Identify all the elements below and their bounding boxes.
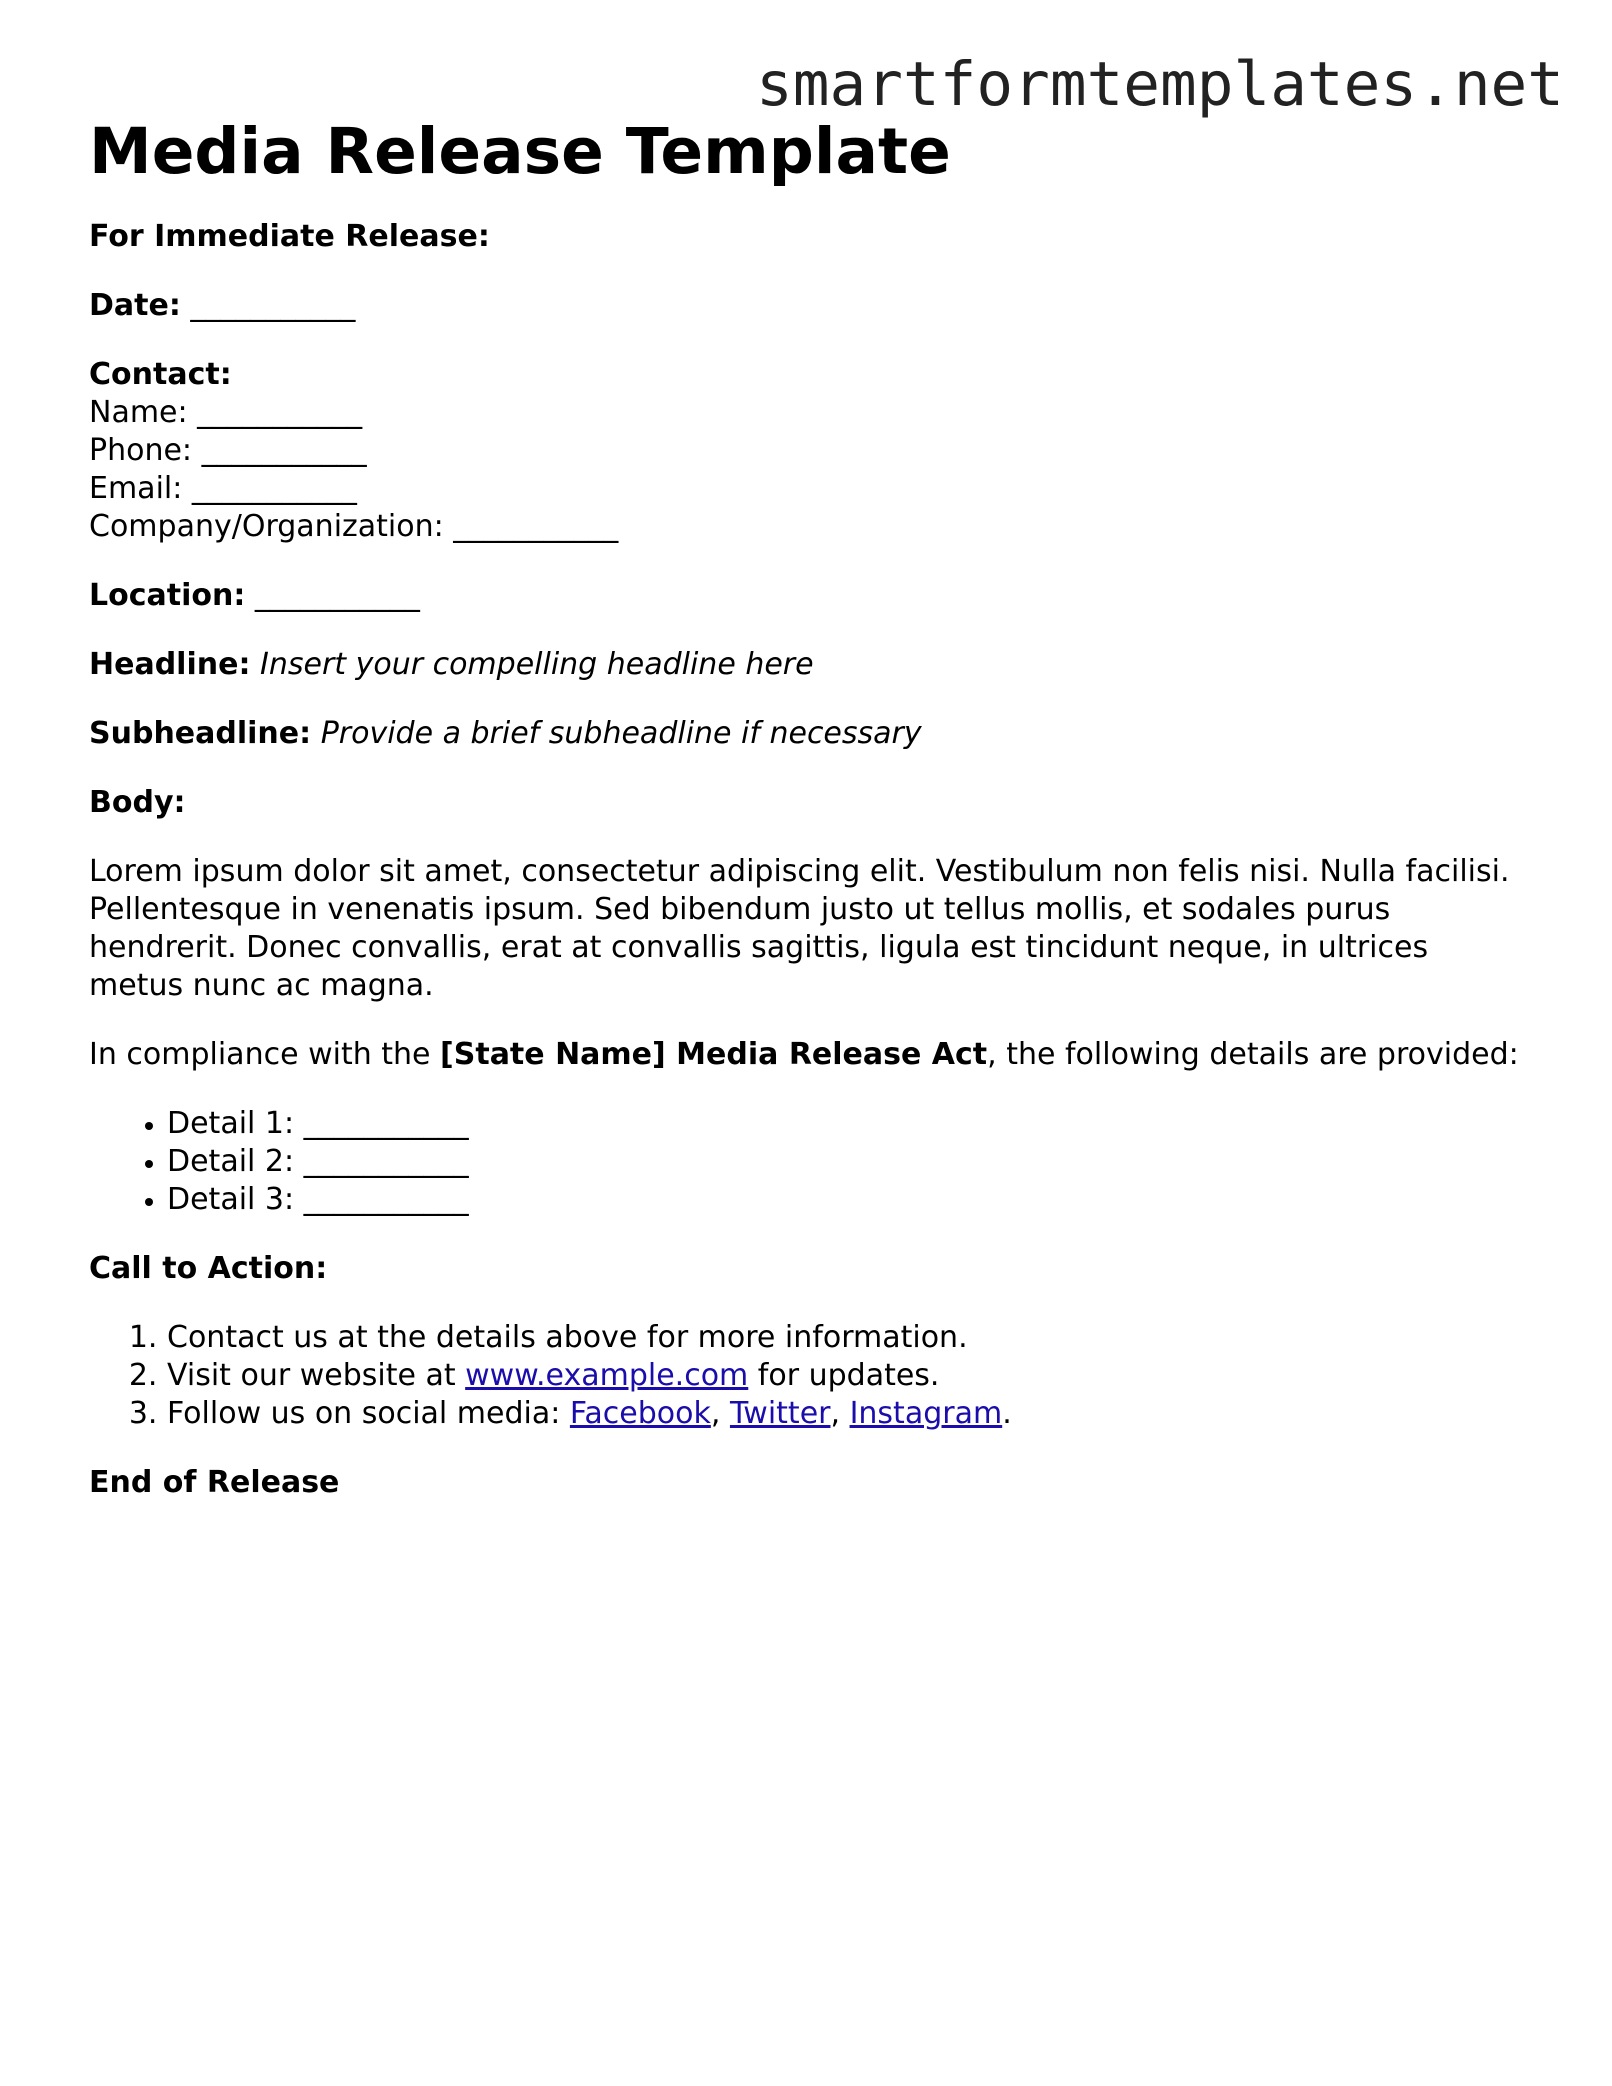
location-label: Location:: [89, 578, 246, 613]
list-item: [167, 1395, 1529, 1433]
contact-company-blank[interactable]: ___________: [453, 509, 619, 544]
contact-phone-label: Phone:: [89, 433, 193, 468]
website-link[interactable]: www.example.com: [465, 1358, 749, 1393]
subheadline-label: Subheadline:: [89, 716, 312, 751]
detail-1-blank[interactable]: ___________: [303, 1106, 469, 1141]
immediate-release-label: For Immediate Release:: [89, 219, 490, 254]
contact-section: [89, 356, 1529, 546]
compliance-suffix: , the following details are provided:: [987, 1037, 1519, 1072]
contact-name-line: [89, 394, 1529, 432]
list-item: [167, 1357, 1529, 1395]
compliance-paragraph: [89, 1036, 1529, 1074]
document: [89, 112, 1529, 1502]
contact-email-label: Email:: [89, 471, 183, 506]
headline-label: Headline:: [89, 647, 251, 682]
detail-3-blank[interactable]: ___________: [303, 1182, 469, 1217]
call-to-action-list: [89, 1319, 1529, 1433]
date-blank[interactable]: ___________: [190, 288, 356, 323]
detail-2-blank[interactable]: ___________: [303, 1144, 469, 1179]
details-list: [89, 1105, 1529, 1219]
compliance-act: [State Name] Media Release Act: [440, 1037, 988, 1072]
end-of-release: End of Release: [89, 1465, 340, 1500]
contact-heading: Contact:: [89, 357, 232, 392]
detail-2-label: Detail 2:: [167, 1144, 295, 1179]
date-line: [89, 287, 1529, 325]
contact-email-line: [89, 470, 1529, 508]
social-suffix: .: [1002, 1396, 1012, 1431]
detail-3-label: Detail 3:: [167, 1182, 295, 1217]
contact-name-blank[interactable]: ___________: [197, 395, 363, 430]
date-label: Date:: [89, 288, 181, 323]
social-separator: ,: [830, 1396, 850, 1431]
instagram-link[interactable]: Instagram: [849, 1396, 1003, 1431]
subheadline-placeholder: Provide a brief subheadline if necessary: [320, 716, 922, 751]
list-item: [167, 1181, 1529, 1219]
website-prefix: Visit our website at: [167, 1358, 466, 1393]
contact-phone-blank[interactable]: ___________: [201, 433, 367, 468]
document-body: [89, 218, 1529, 1502]
body-paragraph: Lorem ipsum dolor sit amet, consectetur adipiscing elit. Vestibulum non felis nisi. Nulla facilisi. Pellentesque in venenatis ipsum. Sed bibendum justo ut tellus mollis, et sodales purus hendrerit. Donec convallis, erat at convallis sagittis, ligula est tincidunt neque, in ultrices metus nunc ac magna.: [89, 854, 1510, 1003]
headline-placeholder: Insert your compelling headline here: [260, 647, 814, 682]
watermark: smartformtemplates.net: [756, 49, 1564, 120]
contact-company-line: [89, 508, 1529, 546]
page-title: Media Release Template: [89, 115, 951, 188]
headline-line: [89, 646, 1529, 684]
compliance-prefix: In compliance with the: [89, 1037, 441, 1072]
subheadline-line: [89, 715, 1529, 753]
list-item: 1. Contact us at the details above for more information.: [167, 1319, 1529, 1357]
location-blank[interactable]: ___________: [254, 578, 420, 613]
list-item: [167, 1143, 1529, 1181]
contact-name-label: Name:: [89, 395, 188, 430]
website-suffix: for updates.: [748, 1358, 940, 1393]
location-line: [89, 577, 1529, 615]
body-heading: Body:: [89, 785, 186, 820]
call-to-action-heading: Call to Action:: [89, 1251, 328, 1286]
facebook-link[interactable]: Facebook: [569, 1396, 711, 1431]
social-separator: ,: [710, 1396, 730, 1431]
list-item: [167, 1105, 1529, 1143]
social-prefix: Follow us on social media:: [167, 1396, 570, 1431]
contact-phone-line: [89, 432, 1529, 470]
detail-1-label: Detail 1:: [167, 1106, 295, 1141]
twitter-link[interactable]: Twitter: [729, 1396, 831, 1431]
contact-email-blank[interactable]: ___________: [191, 471, 357, 506]
contact-company-label: Company/Organization:: [89, 509, 444, 544]
